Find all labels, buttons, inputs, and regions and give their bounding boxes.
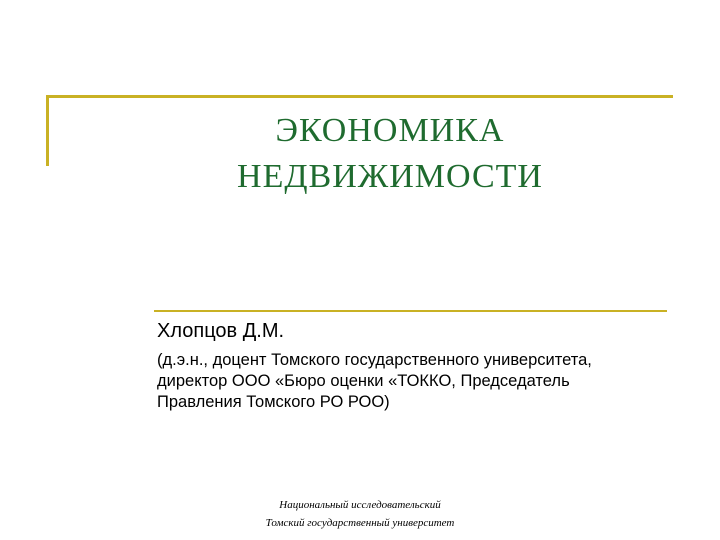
affiliation-line-3: Правления Томского РО РОО)	[157, 393, 390, 411]
institution-footer	[170, 496, 550, 532]
slide-title	[100, 108, 680, 200]
author-name: Хлопцов Д.М.	[157, 320, 285, 342]
decorative-frame-top-line	[46, 95, 673, 98]
decorative-frame-left-line	[46, 95, 49, 166]
author-affiliation	[157, 350, 677, 413]
footer-line-1: Национальный исследовательский	[279, 499, 441, 511]
slide-title-line-1: ЭКОНОМИКА	[275, 112, 505, 149]
footer-line-2: Томский государственный университет	[265, 517, 455, 529]
subtitle-divider-line	[154, 310, 667, 312]
affiliation-line-1: (д.э.н., доцент Томского государственного университета,	[157, 351, 592, 369]
slide-title-line-2: НЕДВИЖИМОСТИ	[237, 158, 543, 195]
affiliation-line-2: директор ООО «Бюро оценки «ТОККО, Председатель	[157, 372, 570, 390]
